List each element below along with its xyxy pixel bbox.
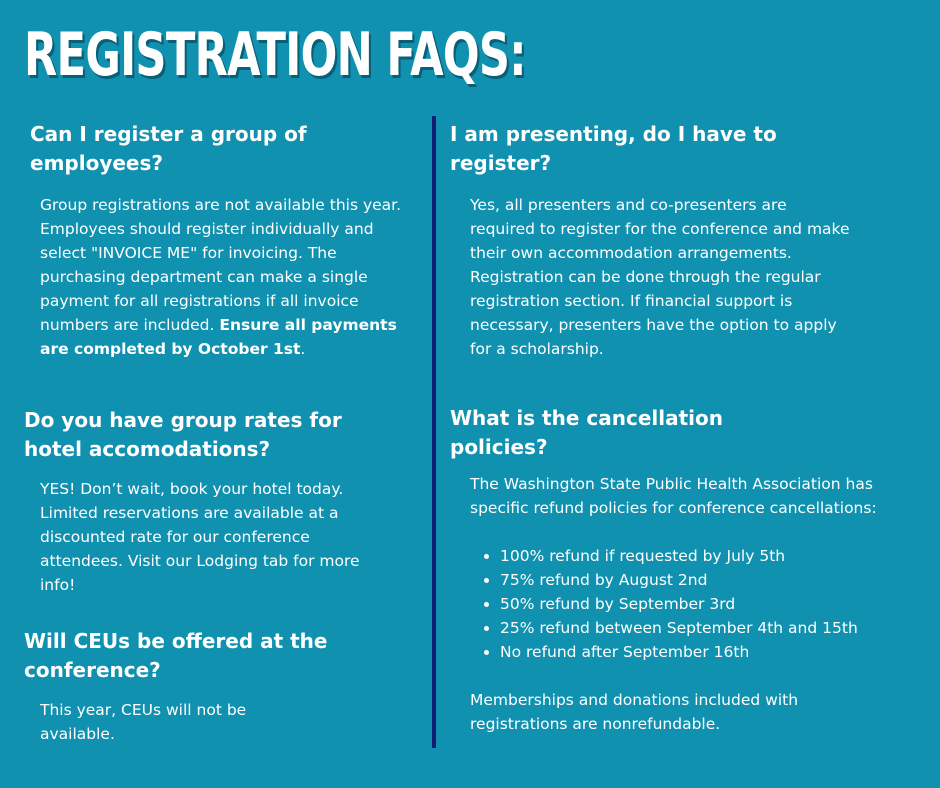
refund-item: • 100% refund if requested by July 5th — [500, 544, 935, 568]
cancellation-note: Memberships and donations included with registrations are nonrefundable. — [470, 691, 799, 733]
refund-item: • 50% refund by September 3rd — [500, 592, 935, 616]
faq-question-ceu: Will CEUs be offered at the conference? — [24, 629, 328, 682]
faq-question-hotel: Do you have group rates for hotel accomodations? — [24, 408, 342, 461]
faq-answer-group-emphasis: Ensure all payments are completed by October 1st — [40, 316, 397, 358]
faq-question-cancellation: What is the cancellation policies? — [450, 406, 723, 459]
faq-answer-hotel: YES! Don’t wait, book your hotel today. Limited reservations are available at a discounted rate for our conference attendees. Visit our Lodging tab for more info! — [40, 480, 360, 594]
faq-answer-cancellation — [470, 472, 935, 736]
refund-item: • No refund after September 16th — [500, 640, 935, 664]
faq-question-group: Can I register a group of employees? — [30, 122, 307, 175]
faq-answer-group-text: Group registrations are not available this year. Employees should register individually and select "INVOICE ME" for invoicing. The purchasing department can make a single payment for all registrations if all invoice numbers are included. — [40, 196, 402, 334]
refund-item: • 75% refund by August 2nd — [500, 568, 935, 592]
column-divider — [432, 116, 436, 748]
faq-question-presenting: I am presenting, do I have to register? — [450, 122, 777, 175]
faq-answer-ceu: This year, CEUs will not be available. — [40, 701, 247, 743]
faq-answer-group-tail: . — [300, 340, 306, 358]
cancellation-intro: The Washington State Public Health Association has specific refund policies for conference cancellations: — [470, 475, 877, 517]
refund-item: • 25% refund between September 4th and 15th — [500, 616, 935, 640]
page-title: REGISTRATION FAQS: — [24, 20, 526, 90]
faq-answer-group — [40, 193, 420, 361]
refund-list — [470, 544, 935, 664]
faq-answer-presenting: Yes, all presenters and co-presenters are required to register for the conference and make their own accommodation arrangements. Registration can be done through the regular registration section. If financial support is necessary, presenters have the option to apply for a scholarship. — [470, 196, 850, 358]
